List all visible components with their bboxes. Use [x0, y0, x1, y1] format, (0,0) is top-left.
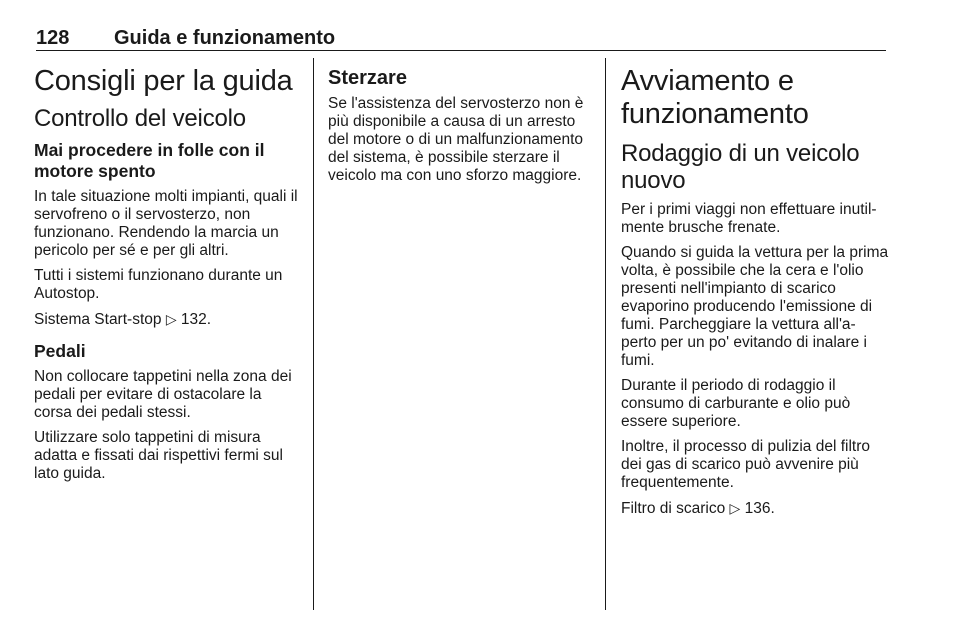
paragraph-breakin-3: Durante il periodo di rodaggio il consumo di carburante e olio può essere superiore. [621, 377, 851, 430]
paragraph-autostop: Tutti i sistemi funzionano durante un Autostop. [34, 267, 283, 302]
heading-neutral: Mai procedere in folle con il motore spento [34, 140, 265, 181]
section-heading: Controllo del veicolo [34, 105, 246, 132]
paragraph-pedals-1: Non collocare tappetini nella zona dei pedali per evitare di ostacolare la corsa dei pedali stessi. [34, 368, 292, 421]
cross-reference-page: 132. [180, 311, 212, 328]
chapter-title-2: Avviamento e funzionamento [621, 65, 809, 130]
column-1 [34, 58, 302, 490]
cross-reference-text: Sistema Start-stop [34, 311, 162, 328]
chapter-title: Consigli per la guida [34, 65, 293, 97]
paragraph-breakin-4: Inoltre, il processo di pulizia del filtro dei gas di scarico può avvenire più frequentemente. [621, 438, 870, 491]
header-divider [36, 50, 886, 51]
cross-reference-arrow-icon-2: ▷ [729, 500, 741, 516]
page-header [36, 27, 886, 49]
cross-reference-arrow-icon: ▷ [165, 311, 177, 327]
section-heading-2: Rodaggio di un veicolo nuovo [621, 140, 860, 194]
column-3 [621, 58, 891, 525]
paragraph-steering: Se l'assistenza del servosterzo non è più disponibile a causa di un arresto del motore o di un malfunzionamento del sistema, è possibile sterzare il veicolo ma con uno sforzo maggiore. [328, 95, 584, 184]
cross-reference[interactable] [34, 310, 302, 329]
heading-steering: Sterzare [328, 67, 407, 89]
cross-reference-2[interactable] [621, 499, 891, 518]
paragraph-pedals-2: Utilizzare solo tappetini di misura adatta e fissati dai rispettivi fermi sul lato guida. [34, 429, 283, 482]
paragraph-neutral: In tale situazione molti impianti, quali il servofreno o il servosterzo, non funzionano. Rendendo la marcia un pericolo per sé e per gli altri. [34, 188, 298, 259]
section-title: Guida e funzionamento [114, 27, 336, 49]
cross-reference-text-2: Filtro di scarico [621, 500, 726, 517]
heading-pedals: Pedali [34, 341, 86, 361]
column-divider-1 [313, 58, 314, 610]
paragraph-breakin-1: Per i primi viaggi non effettuare inutil-mente brusche frenate. [621, 201, 877, 236]
paragraph-breakin-2: Quando si guida la vettura per la prima volta, è possibile che la cera e l'olio presenti nell'impianto di scarico evaporino producendo l'emissione di fumi. Parcheggiare la vettura all'a-perto per un po' evitando di inalare i fumi. [621, 244, 889, 369]
column-divider-2 [605, 58, 606, 610]
page-number: 128 [36, 27, 70, 49]
cross-reference-page-2: 136. [744, 500, 775, 517]
column-2 [328, 58, 594, 192]
